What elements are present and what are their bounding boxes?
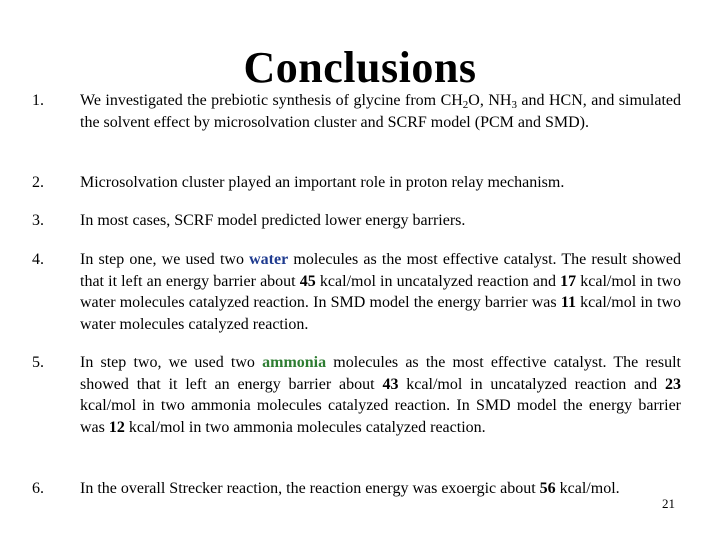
item-text: We investigated the prebiotic synthesis of glycine from $CH_2O$, $NH_3$ and HCN, and simulated the solvent effect by microsolvation cluster and SCRF model (PCM and SMD). (80, 92, 681, 131)
page-number: 21 (662, 496, 675, 511)
item-number: 2. (32, 174, 44, 191)
item-number: 4. (32, 251, 44, 268)
water-keyword: water (249, 251, 289, 268)
item-number: 5. (32, 354, 44, 371)
item-number: 1. (32, 92, 44, 109)
item-text: In most cases, SCRF model predicted lower energy barriers. (80, 212, 466, 229)
item-number: 3. (32, 212, 44, 229)
item-text: In the overall Strecker reaction, the reaction energy was exoergic about 56 kcal/mol. (80, 480, 620, 497)
slide-title: Conclusions (243, 43, 477, 92)
ammonia-keyword: ammonia (262, 354, 327, 371)
item-text: In step two, we used two ammonia molecules as the most effective catalyst. The result showed that it left an energy barrier about 43 kcal/mol in uncatalyzed reaction and 23 kcal/mol in two ammonia molecules catalyzed reaction. In SMD model the energy barrier was 12 kcal/mol in two ammonia molecules catalyzed reaction. (80, 354, 682, 436)
item-number: 6. (32, 480, 44, 497)
item-text: In step one, we used two water molecules as the most effective catalyst. The result showed that it left an energy barrier about 45 kcal/mol in uncatalyzed reaction and 17 kcal/mol in two water molecules catalyzed reaction. In SMD model the energy barrier was 11 kcal/mol in two water molecules catalyzed reaction. (80, 251, 682, 333)
item-text: Microsolvation cluster played an important role in proton relay mechanism. (80, 174, 565, 191)
